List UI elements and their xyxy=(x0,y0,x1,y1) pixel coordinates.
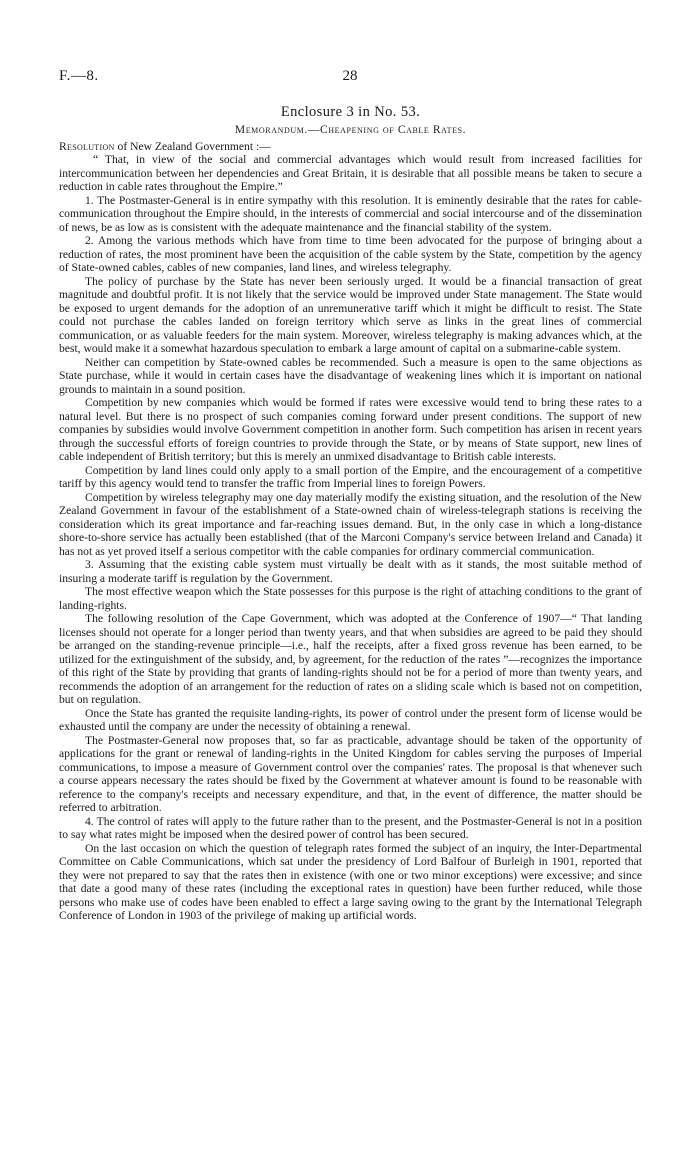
enclosure-title: Enclosure 3 in No. 53. xyxy=(280,104,421,120)
paragraph: The policy of purchase by the State has never been seriously urged. It would be a financial transaction of great magnitude and doubtful profit. It is not likely that the service would be improved under State management. The State would be exposed to urgent demands for the adoption of an unremunerative tariff which it might be difficult to resist. The State could not purchase the cables landed on foreign territory which serve as links in the great lines of commercial communication, or as valuable feeders for the main system. Moreover, wireless telegraphy is making advances which, at the best, would make it a somewhat hazardous speculation to embark a large amount of capital on a submarine-cable system. xyxy=(59,274,642,355)
paragraph: Competition by new companies which would be formed if rates were excessive would tend to bring these rates to a natural level. But there is no prospect of such companies coming forward under present conditions. The support of new companies by subsidies would involve Government competition in another form. Such competition has arisen in recent years through the successful efforts of foreign countries to provide through the State, or by means of State support, new lines of cable independent of British territory; but this is merely an unmixed disadvantage to British cable interests. xyxy=(59,396,642,463)
document-reference: F.—8. xyxy=(59,68,99,84)
memo-title: Memorandum.—Cheapening of Cable Rates. xyxy=(234,124,467,136)
resolution-heading xyxy=(59,140,642,154)
resolution-heading-rest: of New Zealand Government :— xyxy=(114,139,271,153)
paragraph: The Postmaster-General now proposes that, so far as practicable, advantage should be taken of the opportunity of applications for the grant or renewal of landing-rights in the United Kingdom for cables serving the purposes of Imperial communications, to impose a measure of Government control over the companies' rates. The proposal is that whenever such a course appears necessary the rates should be fixed by the Government at whatever amount is found to be reasonable with reference to the company's receipts and necessary expenditure, and that, in the event of difference, the matter should be referred to arbitration. xyxy=(59,733,642,814)
resolution-label: Resolution xyxy=(59,139,115,153)
paragraph: 1. The Postmaster-General is in entire sympathy with this resolution. It is eminently desirable that the rates for cable-communication throughout the Empire should, in the interests of commercial and social intercourse and of the dissemination of news, be as low as is consistent with the adequate maintenance and the financial stability of the system. xyxy=(59,193,642,234)
paragraph: Competition by land lines could only apply to a small portion of the Empire, and the encouragement of a competitive tariff by this agency would tend to transfer the traffic from Imperial lines to foreign Powers. xyxy=(59,463,642,490)
paragraph: Competition by wireless telegraphy may one day materially modify the existing situation, and the resolution of the New Zealand Government in favour of the establishment of a State-owned chain of wireless-telegraph stations is receiving the consideration which its great importance and far-reaching issues demand. But, in the only case in which a long-distance shore-to-shore service has actually been established (that of the Marconi Company's service between Ireland and Canada) it has not as yet proved itself a serious competitor with the cable companies for ordinary commercial communication. xyxy=(59,490,642,558)
paragraph: On the last occasion on which the question of telegraph rates formed the subject of an inquiry, the Inter-Departmental Committee on Cable Communications, which sat under the presidency of Lord Balfour of Burleigh in 1901, reported that they were not prepared to say that the rates then in existence (with one or two minor exceptions) were excessive; and since that date a good many of these rates (including the exceptional rates in question) have been further reduced, while those persons who make use of codes have been enabled to effect a large saving owing to the grant by the International Telegraph Conference of London in 1903 of the privilege of making up artificial words. xyxy=(59,841,642,922)
paragraph: 4. The control of rates will apply to the future rather than to the present, and the Postmaster-General is not in a position to say what rates might be imposed when the desired power of control has been secured. xyxy=(59,814,642,841)
resolution-quote: “ That, in view of the social and commercial advantages which would result from increased facilities for intercommunication between her dependencies and Great Britain, it is desirable that all possible means be taken to secure a reduction in cable rates throughout the Empire.” xyxy=(59,153,642,193)
memo-body xyxy=(59,153,642,923)
paragraph: 2. Among the various methods which have from time to time been advocated for the purpose of bringing about a reduction of rates, the most prominent have been the acquisition of the cable system by the State, competition by the agency of State-owned cables, cables of new companies, land lines, and wireless telegraphy. xyxy=(59,234,642,274)
paragraph: Neither can competition by State-owned cables be recommended. Such a measure is open to the same objections as State purchase, while it would in certain cases have the disadvantage of weakening lines which it is important on national grounds to maintain in a sound position. xyxy=(59,355,642,396)
page-number: 28 xyxy=(342,68,358,84)
paragraph: The most effective weapon which the State possesses for this purpose is the right of attaching conditions to the grant of landing-rights. xyxy=(59,585,642,612)
paragraph: The following resolution of the Cape Government, which was adopted at the Conference of 1907—“ That landing licenses should not operate for a longer period than twenty years, and that when subsidies are agreed to be paid they should be arranged on the standing-revenue principle—i.e., half the receipts, after a fixed gross revenue has been earned, to be utilized for the extinguishment of the subsidy, and, by agreement, for the reduction of the rates ”—recognizes the importance of this right of the State by providing that grants of landing-rights should not be for a period of more than twenty years, and recommends the adoption of an arrangement for the reduction of rates on a sliding scale which is based not on competition, but on regulation. xyxy=(59,612,642,706)
paragraph: 3. Assuming that the existing cable system must virtually be dealt with as it stands, the most suitable method of insuring a moderate tariff is regulation by the Government. xyxy=(59,558,642,585)
paragraph: Once the State has granted the requisite landing-rights, its power of control under the present form of license would be exhausted until the company are under the necessity of obtaining a renewal. xyxy=(59,706,642,733)
